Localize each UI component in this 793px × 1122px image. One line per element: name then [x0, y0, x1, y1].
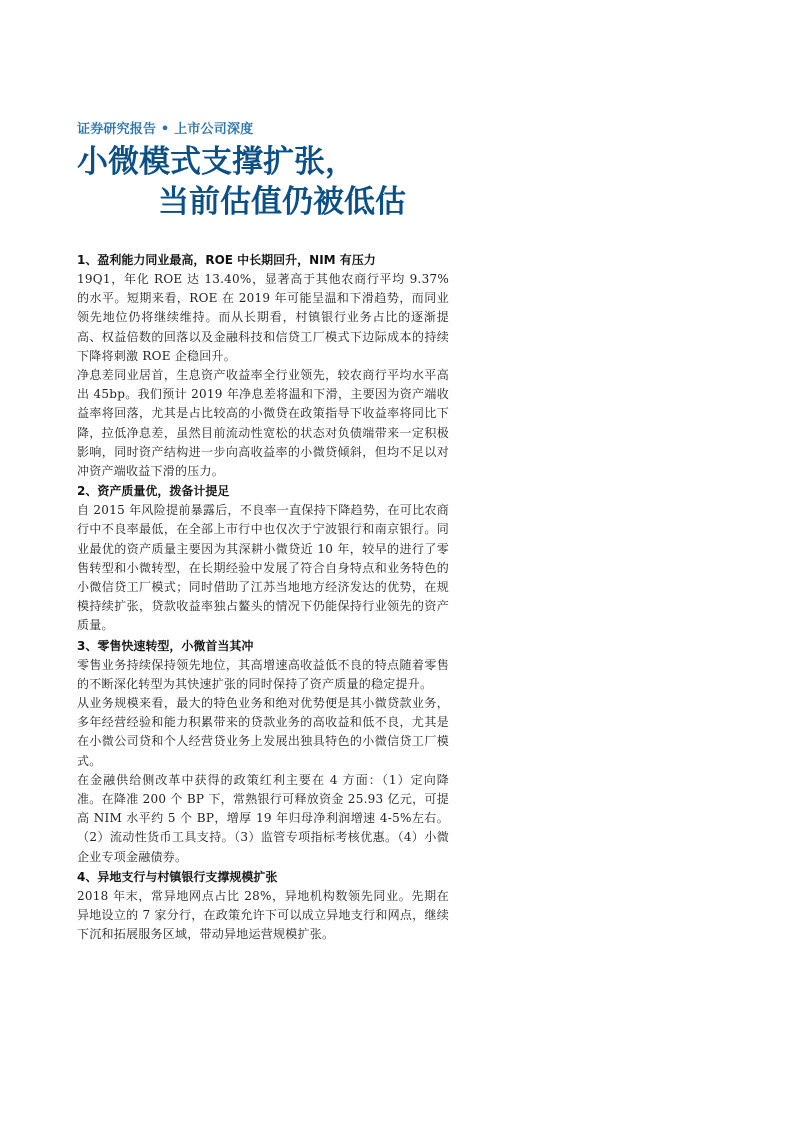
title-line-2: 当前估值仍被低估 [158, 184, 406, 220]
section-heading: 1、盈利能力同业最高，ROE 中长期回升，NIM 有压力 [77, 253, 376, 267]
section-paragraph: 在金融供给侧改革中获得的政策红利主要在 4 方面：（1）定向降准。在降准 200 个 BP 下，常熟银行可释放资金 25.93 亿元，可提高 NIM 水平约 5 个 BP，增厚 19 年归母净利润增速 4-5%左右。（2）流动性货币工具支持。（3）监管专项指标考核优惠。（4）小微企业专项金融债券。 [77, 772, 449, 864]
section-3 [77, 636, 449, 867]
section-heading: 4、异地支行与村镇银行支撑规模扩张 [77, 869, 278, 884]
section-heading: 2、资产质量优，拨备计提足 [77, 484, 230, 499]
section-paragraph: 自 2015 年风险提前暴露后，不良率一直保持下降趋势，在可比农商行中不良率最低，在全部上市行中也仅次于宁波银行和南京银行。同业最优的资产质量主要因为其深耕小微贷近 10 年，较早的进行了零售转型和小微转型，在长期经验中发展了符合自身特点和业务特色的小微信贷工厂模式；同时借助了江苏当地地方经济发达的优势，在规模持续扩张，贷款收益率独占鳌头的情况下仍能保持行业领先的资产质量。 [77, 503, 449, 633]
section-2 [77, 481, 449, 635]
title-line-1: 小微模式支撑扩张， [77, 144, 356, 180]
report-category: 证券研究报告 • 上市公司深度 [77, 122, 254, 137]
section-heading: 3、零售快速转型，小微首当其冲 [77, 638, 254, 653]
report-title [77, 142, 406, 222]
report-body [77, 250, 449, 945]
section-paragraph: 从业务规模来看，最大的特色业务和绝对优势便是其小微贷款业务，多年经营经验和能力积累带来的贷款业务的高收益和低不良，尤其是在小微公司贷和个人经营贷业务上发展出独具特色的小微信贷工厂模式。 [77, 696, 449, 768]
section-paragraph: 2018 年末，常异地网点占比 28%，异地机构数领先同业。先期在异地设立的 7 家分行，在政策允许下可以成立异地支行和网点，继续下沉和拓展服务区域，带动异地运营规模扩张。 [77, 888, 449, 942]
section-paragraph: 净息差同业居首，生息资产收益率全行业领先，较农商行平均水平高出 45bp。我们预计 2019 年净息差将温和下滑，主要因为资产端收益率将回落，尤其是占比较高的小微贷在政策指导下收益率将同比下降，拉低净息差，虽然目前流动性宽松的状态对负债端带来一定积极影响，同时资产结构进一步向高收益率的小微贷倾斜，但均不足以对冲资产端收益下滑的压力。 [77, 368, 449, 479]
section-paragraph: 19Q1，年化 ROE 达 13.40%，显著高于其他农商行平均 9.37%的水平。短期来看，ROE 在 2019 年可能呈温和下滑趋势，而同业领先地位仍将继续维持。而从长期看，村镇银行业务占比的逐渐提高、权益倍数的回落以及金融科技和信贷工厂模式下边际成本的持续下降将刺激 ROE 企稳回升。 [77, 272, 449, 363]
section-paragraph: 零售业务持续保持领先地位，其高增速高收益低不良的特点随着零售的不断深化转型为其快速扩张的同时保持了资产质量的稳定提升。 [77, 657, 449, 691]
section-4 [77, 867, 449, 945]
section-1 [77, 250, 449, 481]
